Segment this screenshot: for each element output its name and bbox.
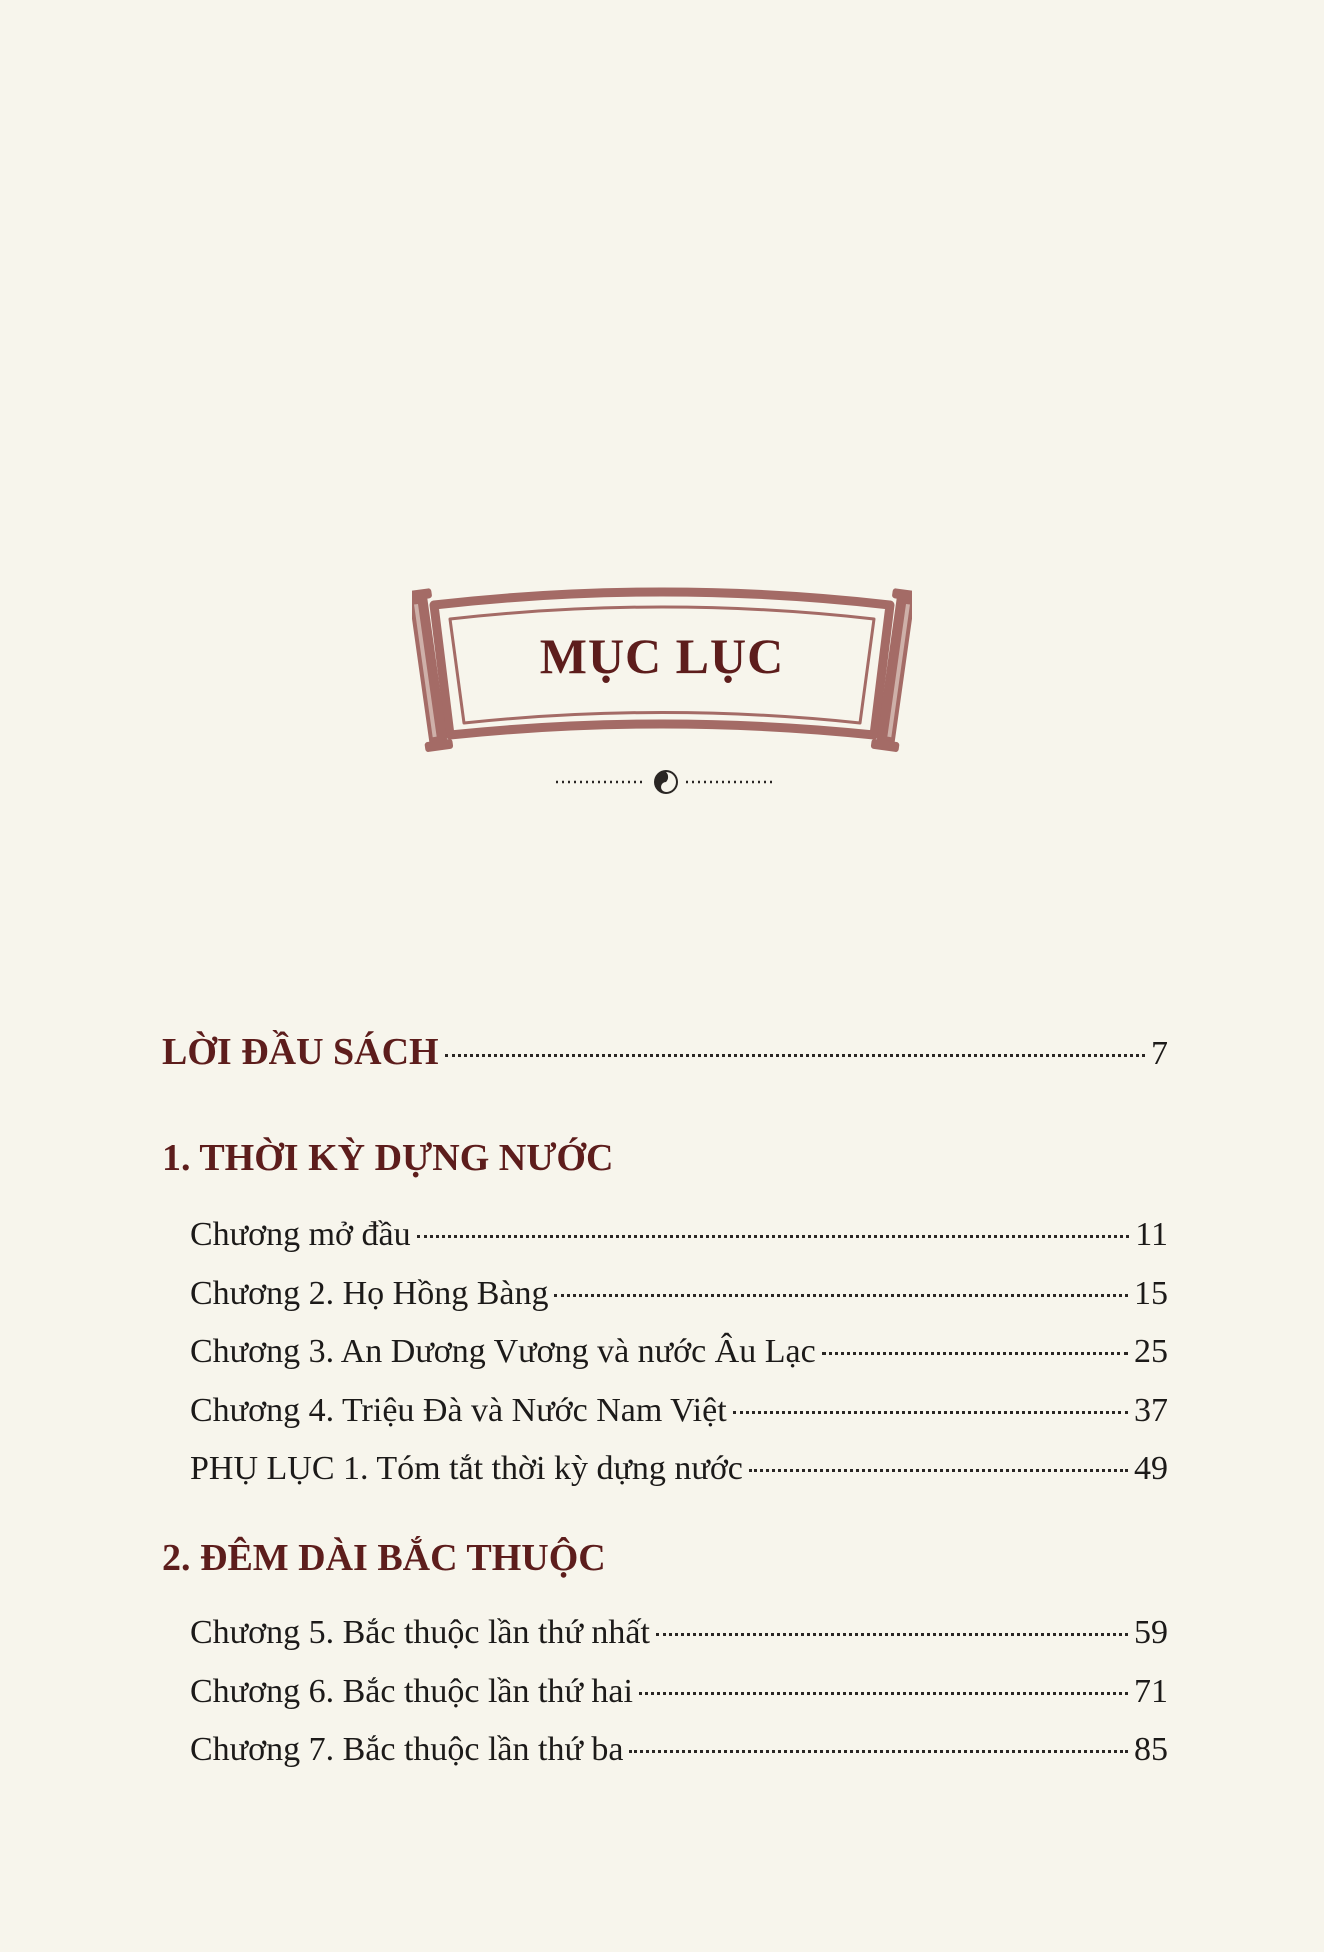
entry-label: Chương 2. Họ Hồng Bàng: [190, 1275, 549, 1312]
entry-page-number: 37: [1134, 1392, 1168, 1429]
entry-label: Chương 3. An Dương Vương và nước Âu Lạc: [190, 1333, 816, 1370]
entry-page-number: 11: [1135, 1216, 1168, 1253]
entry-label: PHỤ LỤC 1. Tóm tắt thời kỳ dựng nước: [190, 1450, 743, 1487]
toc-entry[interactable]: [190, 1216, 1168, 1254]
dot-leader: [733, 1411, 1128, 1414]
entry-label: Chương mở đầu: [190, 1216, 411, 1253]
entry-page-number: 85: [1134, 1731, 1168, 1768]
section-heading: 2. ĐÊM DÀI BẮC THUỘC: [162, 1537, 606, 1579]
dot-leader: [656, 1633, 1128, 1636]
entry-label: Chương 5. Bắc thuộc lần thứ nhất: [190, 1614, 650, 1651]
entry-label: Chương 4. Triệu Đà và Nước Nam Việt: [190, 1392, 727, 1429]
section-heading: 1. THỜI KỲ DỰNG NƯỚC: [162, 1137, 614, 1179]
toc-entry[interactable]: [190, 1450, 1168, 1488]
toc-entry[interactable]: [190, 1614, 1168, 1652]
entry-page-number: 59: [1134, 1614, 1168, 1651]
entry-label: LỜI ĐẦU SÁCH: [162, 1031, 439, 1073]
toc-entry[interactable]: [190, 1275, 1168, 1313]
toc-entry[interactable]: [190, 1731, 1168, 1769]
toc-entry-foreword[interactable]: [162, 1030, 1168, 1074]
dot-leader: [822, 1352, 1128, 1355]
entry-label: Chương 6. Bắc thuộc lần thứ hai: [190, 1673, 633, 1710]
entry-page-number: 71: [1134, 1673, 1168, 1710]
toc-title: MỤC LỤC: [539, 628, 785, 684]
entry-page-number: 15: [1134, 1275, 1168, 1312]
entry-page-number: 25: [1134, 1333, 1168, 1370]
entry-page-number: 49: [1134, 1450, 1168, 1487]
dot-leader: [629, 1750, 1128, 1753]
dot-leader: [554, 1294, 1128, 1297]
dot-leader: [639, 1692, 1128, 1695]
toc-entry[interactable]: [190, 1392, 1168, 1430]
entry-page-number: 7: [1151, 1035, 1168, 1072]
dot-leader: [445, 1054, 1145, 1057]
dot-leader: [417, 1235, 1130, 1238]
toc-entry[interactable]: [190, 1333, 1168, 1371]
dot-leader: [749, 1469, 1128, 1472]
entry-label: Chương 7. Bắc thuộc lần thứ ba: [190, 1731, 624, 1768]
toc-entry[interactable]: [190, 1673, 1168, 1711]
